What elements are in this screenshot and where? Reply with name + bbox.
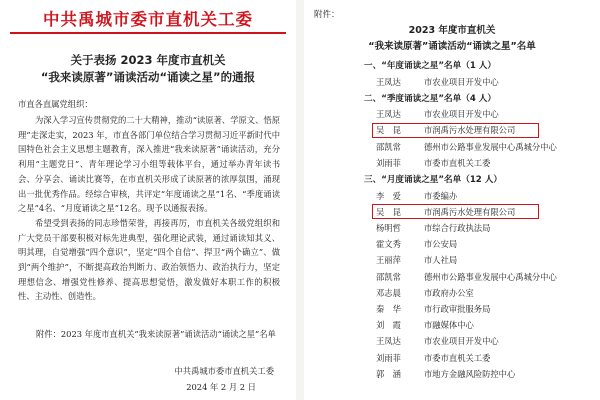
awardee-name: 霍文秀	[376, 239, 401, 250]
awardee-name: 刘雨菲	[376, 157, 401, 168]
name-list-page	[304, 0, 600, 400]
list-item	[376, 108, 499, 120]
list-item	[376, 124, 515, 136]
section-heading-3: 三、“月度诵读之星”名单（12 人）	[364, 175, 502, 185]
awardee-name: 郭 涵	[376, 368, 401, 379]
awardee-name: 杨明哲	[376, 222, 401, 233]
awardee-name: 王凤达	[376, 336, 401, 347]
awardee-name: 李 爱	[376, 190, 401, 201]
list-item	[376, 254, 457, 266]
awardee-organization: 德州市公路事业发展中心禹城分中心	[424, 271, 557, 282]
list-title-line-2: “我来读原著”诵读活动“诵读之星”名单	[368, 41, 536, 52]
awardee-organization: 市委市直机关工委	[424, 157, 491, 168]
awardee-organization: 市委市直机关工委	[424, 352, 491, 363]
awardee-organization: 市润禹污水处理有限公司	[424, 125, 516, 136]
notice-page	[0, 0, 296, 400]
awardee-name: 王凤达	[376, 109, 401, 120]
body-paragraph-1: 为深入学习宣传贯彻党的二十大精神，推动“读原著、学原文、悟原理”走深走实，2023 年，市直各部门单位结合学习贯彻习近平新时代中国特色社会主义思想主题教育，深入推进“我来读原著”诵读活动，充分利用“主题党日”、青年理论学习小组等载体平台，通过举办青年读书会、分享会、诵读比赛等，在市直机关形成了读原著的浓厚氛围，涌现出一批优秀作品。经综合审核，共评定“年度诵读之星”1名、“季度诵读之星”4名、“月度诵读之星”12名。现予以通报表扬。	[18, 115, 280, 214]
awardee-organization: 德州市公路事业发展中心禹城分中心	[424, 141, 557, 152]
awardee-name: 王丽萍	[376, 255, 401, 266]
list-item	[376, 76, 499, 88]
awardee-organization: 市委编办	[424, 190, 458, 201]
signature-organization: 中共禹城市委市直机关工委	[174, 366, 274, 376]
list-item	[376, 319, 474, 331]
section-heading-1: 一、“年度诵读之星”名单（1 人）	[364, 61, 496, 71]
list-item	[376, 206, 515, 218]
awardee-organization: 市农业项目开发中心	[424, 109, 499, 120]
awardee-organization: 市润禹污水处理有限公司	[424, 206, 516, 217]
awardee-organization: 市行政审批服务局	[424, 303, 491, 314]
body-paragraph-2: 希望受到表扬的同志珍惜荣誉，再接再厉，市直机关各级党组织和广大党员干部要积极对标先进典型，强化理论武装，通过诵读知其义、明其理，自觉增强“四个意识”，坚定“四个自信”、捍卫“两个确立”、做到“两个维护”，不断提高政治判断力、政治领悟力、政治执行力，坚定理想信念、增强党性修养、提高思想觉悟，激发做好本职工作的积极性、主动性、创造性。	[18, 217, 280, 302]
notice-body	[18, 113, 280, 304]
salutation: 市直各直属党组织：	[18, 99, 93, 109]
awardee-organization: 市农业项目开发中心	[424, 76, 499, 87]
attachment-label: 附件：	[314, 10, 340, 20]
list-item	[376, 238, 457, 250]
awardee-name: 王凤达	[376, 76, 401, 87]
awardee-name: 吴 昆	[376, 125, 401, 136]
awardee-organization: 市融媒体中心	[424, 320, 474, 331]
red-divider-line	[10, 32, 286, 34]
attachment-reference: 附件：2023 年度市直机关“我来读原著”诵读活动“诵读之星”名单	[36, 329, 276, 339]
list-item	[376, 190, 457, 202]
list-item	[376, 287, 474, 299]
awardee-name: 刘 霞	[376, 320, 401, 331]
list-title-line-1: 2023 年度市直机关	[408, 25, 496, 36]
section-heading-2: 二、“季度诵读之星”名单（4 人）	[364, 93, 496, 104]
list-item	[376, 222, 490, 234]
list-item	[376, 141, 557, 153]
awardee-organization: 市人社局	[424, 255, 458, 266]
list-item	[376, 335, 499, 347]
notice-title-line-2: “我来读原著”诵读活动“诵读之星”的通报	[40, 70, 256, 84]
notice-title-line-1: 关于表扬 2023 年度市直机关	[70, 53, 226, 67]
awardee-organization: 市政府办公室	[424, 287, 474, 298]
awardee-organization: 市地方金融风险防控中心	[424, 368, 516, 379]
awardee-organization: 市综合行政执法局	[424, 222, 491, 233]
awardee-organization: 市公安局	[424, 239, 458, 250]
list-item	[376, 303, 490, 315]
awardee-name: 刘雨菲	[376, 352, 401, 363]
issuer-header: 中共禹城市委市直机关工委	[43, 10, 253, 29]
awardee-organization: 市农业项目开发中心	[424, 336, 499, 347]
list-item	[376, 271, 557, 283]
awardee-name: 邵凯常	[376, 271, 401, 282]
awardee-name: 秦 华	[376, 303, 401, 314]
list-item	[376, 368, 515, 380]
list-item	[376, 157, 490, 169]
awardee-name: 吴 昆	[376, 206, 401, 217]
list-item	[376, 352, 490, 364]
awardee-name: 邓志晨	[376, 287, 401, 298]
signature-date: 2024 年 2 月 2 日	[186, 382, 256, 392]
awardee-name: 邵凯常	[376, 141, 401, 152]
